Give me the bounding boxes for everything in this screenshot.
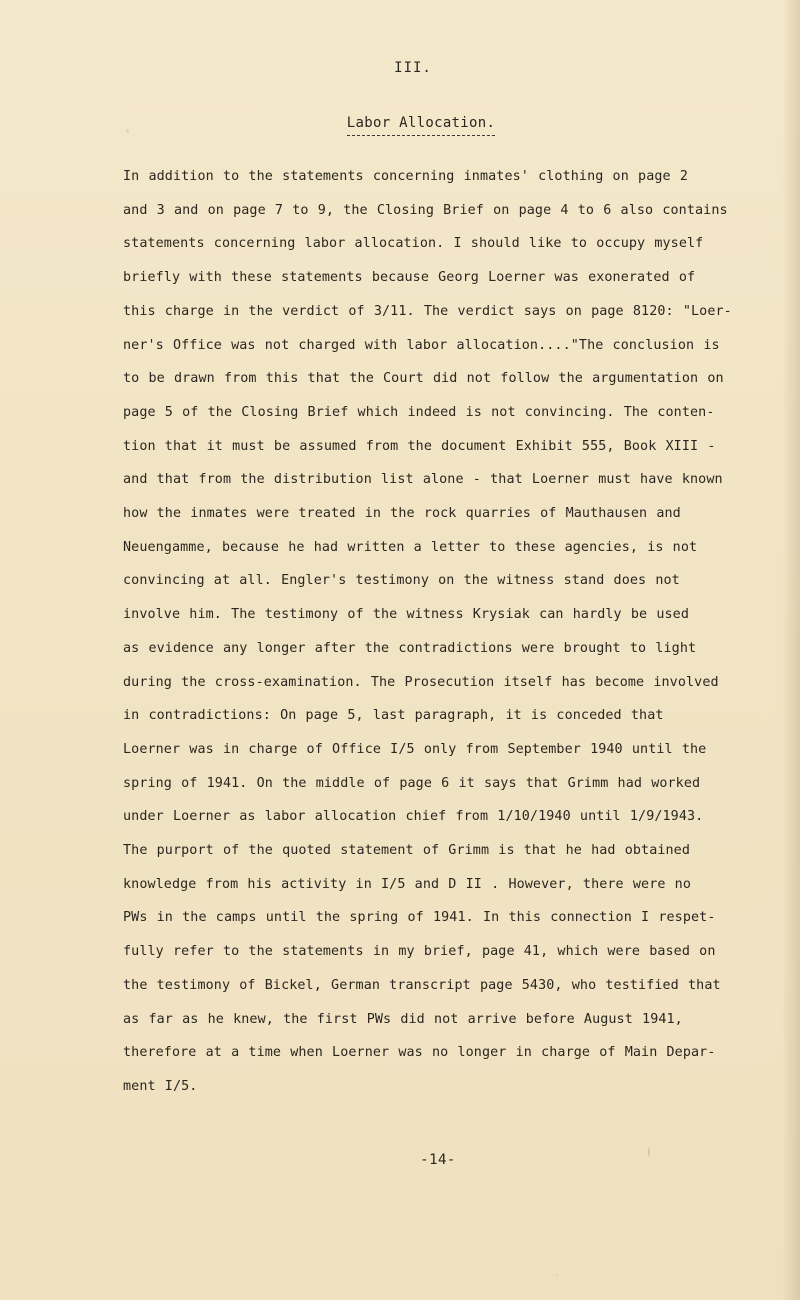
body-line: In addition to the statements concerning inmates' clothing on page 2 [123,169,689,184]
body-line: involve him. The testimony of the witness Krysiak can hardly be used [123,607,690,623]
body-line: briefly with these statements because Georg Loerner was exonerated of [123,270,696,286]
section-title: Labor Allocation. [347,115,495,136]
body-line: page 5 of the Closing Brief which indeed is not convincing. The conten- [123,404,715,420]
body-line: Neuengamme, because he had written a letter to these agencies, is not [123,539,698,555]
paper-stain [556,1274,558,1276]
body-line: to be drawn from this that the Court did not follow the argumentation on [123,371,724,387]
body-line: in contradictions: On page 5, last paragraph, it is conceded that [123,708,664,724]
body-line: ner's Office was not charged with labor allocation...."The conclusion is [123,337,720,353]
body-line: knowledge from his activity in I/5 and D II . However, there were no [123,876,692,892]
body-line: ment I/5. [123,1078,198,1094]
body-line: how the inmates were treated in the rock quarries of Mauthausen and [123,506,681,522]
body-line: statements concerning labor allocation. I should like to occupy myself [123,236,704,252]
page-edge-shadow [782,0,800,1300]
section-title-wrapper [0,112,800,136]
body-line: the testimony of Bickel, German transcript page 5430, who testified that [123,977,721,993]
body-line: PWs in the camps until the spring of 1941. In this connection I respet- [123,910,716,926]
body-line: fully refer to the statements in my brief, page 41, which were based on [123,944,716,960]
body-line: The purport of the quoted statement of Grimm is that he had obtained [123,843,691,859]
body-line: as far as he knew, the first PWs did not arrive before August 1941, [123,1011,683,1027]
body-line: this charge in the verdict of 3/11. The verdict says on page 8120: "Loer- [123,303,732,319]
body-line: as evidence any longer after the contradictions were brought to light [123,640,697,656]
body-text [123,160,745,1104]
body-line: therefore at a time when Loerner was no longer in charge of Main Depar- [123,1045,716,1061]
body-line: and 3 and on page 7 to 9, the Closing Brief on page 4 to 6 also contains [123,202,728,218]
section-number: III. [394,60,432,76]
body-line: under Loerner as labor allocation chief from 1/10/1940 until 1/9/1943. [123,809,704,825]
body-line: and that from the distribution list alone - that Loerner must have known [123,472,723,488]
page-number: -14- [420,1152,456,1168]
body-line: convincing at all. Engler's testimony on the witness stand does not [123,573,680,589]
body-line: spring of 1941. On the middle of page 6 it says that Grimm had worked [123,775,701,791]
body-line: Loerner was in charge of Office I/5 only from September 1940 until the [123,741,707,757]
body-line: tion that it must be assumed from the document Exhibit 555, Book XIII - [123,438,716,454]
body-line: during the cross-examination. The Prosecution itself has become involved [123,674,719,690]
